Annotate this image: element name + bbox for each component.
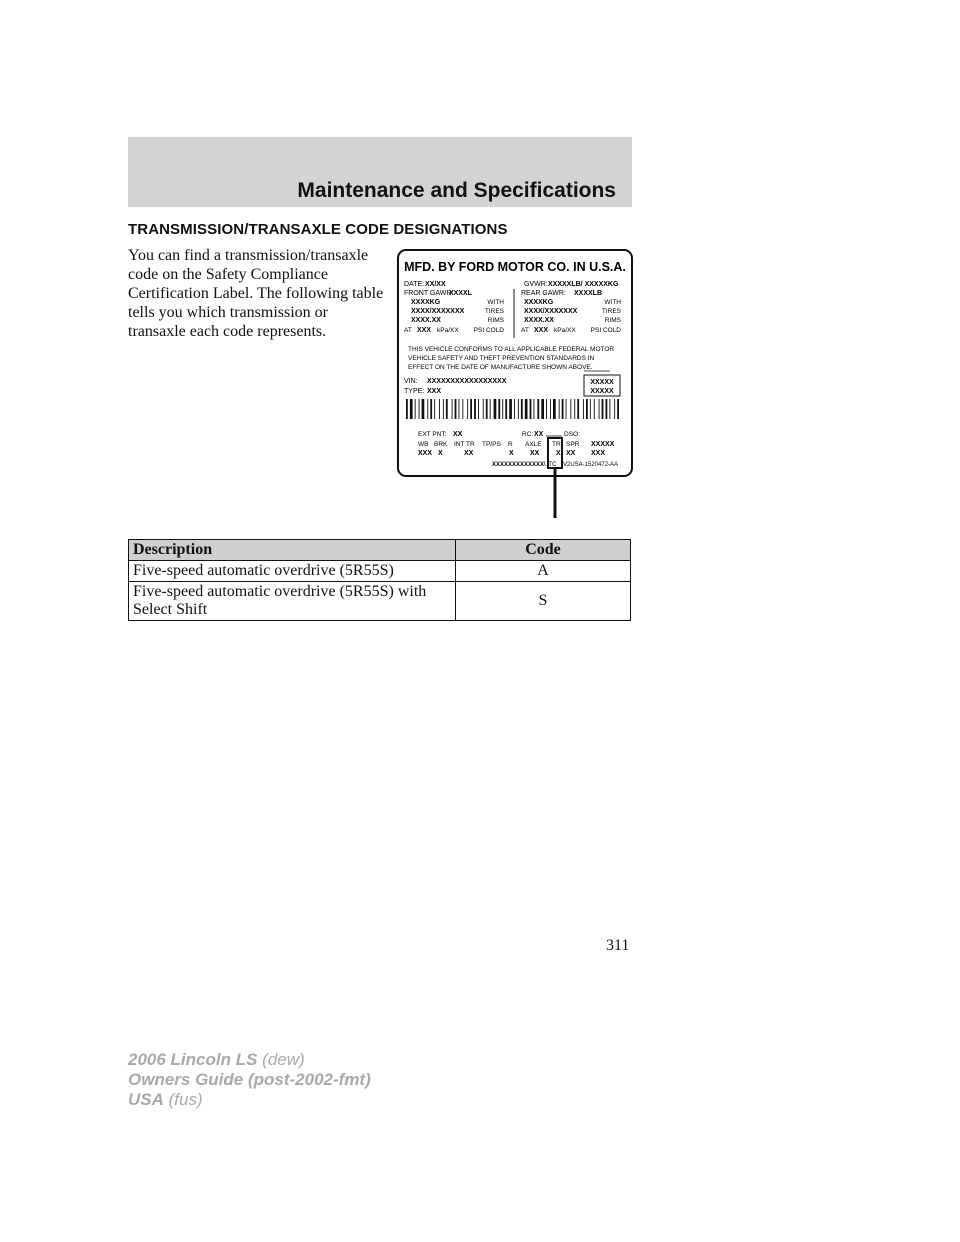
barcode-bar bbox=[483, 399, 484, 419]
barcode-bar bbox=[518, 399, 519, 419]
label-rear-kpa: kPa/XX bbox=[554, 327, 576, 334]
label-part-number: V2USA-1520472-AA bbox=[563, 462, 619, 468]
page-number: 311 bbox=[606, 937, 630, 954]
page-header-title: Maintenance and Specifications bbox=[297, 179, 616, 202]
barcode-bar bbox=[566, 399, 567, 419]
label-rear-psi: PSI COLD bbox=[590, 327, 621, 334]
label-vin-value: XXXXXXXXXXXXXXXXX bbox=[427, 378, 507, 385]
barcode-bar bbox=[498, 399, 500, 419]
label-front-with: WITH bbox=[487, 299, 504, 306]
label-dso-label: DSO: bbox=[564, 431, 580, 438]
label-rear-kg: XXXXKG bbox=[524, 299, 554, 306]
label-code-tp-ps: TP/PS bbox=[482, 441, 501, 448]
label-front-rims: RIMS bbox=[487, 317, 504, 324]
footer-line-3: USA (fus) bbox=[128, 1090, 203, 1109]
label-front-kpa: kPa/XX bbox=[437, 327, 459, 334]
table-cell-description: Five-speed automatic overdrive (5R55S) with Select Shift bbox=[129, 582, 456, 621]
label-value-tr: X bbox=[556, 450, 561, 457]
barcode-bar bbox=[439, 399, 440, 419]
label-type-label: TYPE: bbox=[404, 388, 425, 395]
barcode-bar bbox=[514, 399, 515, 419]
barcode-bar bbox=[570, 399, 571, 419]
barcode-bar bbox=[530, 399, 532, 419]
safety-compliance-label-figure bbox=[396, 248, 636, 528]
label-rear-tire: XXXX/XXXXXXX bbox=[524, 308, 578, 315]
barcode-bar bbox=[577, 399, 579, 419]
table-row bbox=[129, 582, 631, 621]
barcode-bar bbox=[490, 399, 491, 419]
barcode-bar bbox=[422, 399, 425, 419]
footer-line-2: Owners Guide (post-2002-fmt) bbox=[128, 1070, 371, 1089]
label-front-tire: XXXX/XXXXXXX bbox=[411, 308, 465, 315]
table-header-description: Description bbox=[129, 540, 456, 561]
label-ext-pnt-value: XX bbox=[453, 431, 463, 438]
label-bottom-utc: UTC bbox=[544, 462, 557, 468]
barcode-bar bbox=[443, 399, 444, 419]
label-value-spr: XX bbox=[566, 450, 576, 457]
barcode-bar bbox=[452, 399, 453, 419]
label-value-axle: XX bbox=[530, 450, 540, 457]
barcode-bar bbox=[410, 399, 413, 419]
table-cell-code: S bbox=[456, 582, 631, 621]
barcode-bar bbox=[574, 399, 575, 419]
barcode-bar bbox=[541, 399, 544, 419]
barcode-bar bbox=[534, 399, 535, 419]
label-value-r: X bbox=[509, 450, 514, 457]
label-box-value-2: XXXXX bbox=[590, 388, 614, 395]
barcode-bar bbox=[602, 399, 604, 419]
barcode-bar bbox=[546, 399, 547, 419]
label-front-psi: PSI COLD bbox=[473, 327, 504, 334]
barcode-bar bbox=[486, 399, 488, 419]
table-header-code: Code bbox=[456, 540, 631, 561]
barcode-bar bbox=[562, 399, 564, 419]
label-date-label: DATE: bbox=[404, 281, 425, 288]
label-rear-tires: TIRES bbox=[601, 308, 621, 315]
barcode-bar bbox=[521, 399, 523, 419]
label-ext-pnt-label: EXT PNT: bbox=[418, 431, 447, 438]
label-rear-rim: XXXX.XX bbox=[524, 317, 554, 324]
section-heading: TRANSMISSION/TRANSAXLE CODE DESIGNATIONS bbox=[128, 221, 508, 238]
label-rear-gawr-label: REAR GAWR: bbox=[521, 290, 566, 297]
barcode-bar bbox=[609, 399, 610, 419]
barcode-bar bbox=[537, 399, 539, 419]
barcode-bar bbox=[455, 399, 457, 419]
label-value-brk: X bbox=[438, 450, 443, 457]
barcode-bar bbox=[427, 399, 428, 419]
label-conform-line-2: VEHICLE SAFETY AND THEFT PREVENTION STANDARDS IN bbox=[408, 355, 595, 362]
barcode-bar bbox=[525, 399, 528, 419]
barcode-bar bbox=[459, 399, 460, 419]
barcode-bar bbox=[462, 399, 463, 419]
label-code-brk: BRK bbox=[434, 441, 448, 448]
label-value-extra: XXX bbox=[591, 450, 606, 457]
label-rear-gawr-value: XXXXLB bbox=[574, 290, 603, 297]
label-rear-at: AT bbox=[521, 327, 529, 334]
barcode-bar bbox=[617, 399, 619, 419]
label-front-rim: XXXX.XX bbox=[411, 317, 441, 324]
label-value-wb: XXX bbox=[418, 450, 433, 457]
document-footer bbox=[128, 1050, 371, 1110]
label-code-r: R bbox=[508, 441, 513, 448]
label-box-value-1: XXXXX bbox=[590, 379, 614, 386]
barcode-bar bbox=[553, 399, 556, 419]
barcode-bar bbox=[559, 399, 560, 419]
barcode-bar bbox=[614, 399, 615, 419]
label-vin-label: VIN: bbox=[404, 378, 418, 385]
barcode-bar bbox=[583, 399, 584, 419]
barcode-bar bbox=[494, 399, 497, 419]
barcode-bar bbox=[434, 399, 435, 419]
label-illustration bbox=[396, 248, 636, 528]
barcode-bar bbox=[446, 399, 448, 419]
barcode-bar bbox=[415, 399, 416, 419]
label-front-kg: XXXXKG bbox=[411, 299, 441, 306]
label-rear-at-value: XXX bbox=[534, 327, 549, 334]
table-cell-code: A bbox=[456, 561, 631, 582]
label-rc-label: RC: bbox=[522, 431, 534, 438]
barcode-bar bbox=[474, 399, 476, 419]
label-type-value: XXX bbox=[427, 388, 442, 395]
label-front-tires: TIRES bbox=[484, 308, 504, 315]
label-title: MFD. BY FORD MOTOR CO. IN U.S.A. bbox=[404, 260, 626, 274]
label-rc-value: XX bbox=[534, 431, 544, 438]
barcode-bar bbox=[502, 399, 503, 419]
label-code-int-tr: INT TR bbox=[454, 441, 475, 448]
label-date-value: XX/XX bbox=[425, 281, 446, 288]
label-front-at-value: XXX bbox=[417, 327, 432, 334]
table-cell-description: Five-speed automatic overdrive (5R55S) bbox=[129, 561, 456, 582]
table-row bbox=[129, 561, 631, 582]
barcode-bar bbox=[586, 399, 588, 419]
barcode-bar bbox=[430, 399, 432, 419]
barcode-bar bbox=[470, 399, 472, 419]
label-front-gawr-label: FRONT GAWR: bbox=[404, 290, 454, 297]
label-rear-with: WITH bbox=[604, 299, 621, 306]
label-code-axle: AXLE bbox=[525, 441, 542, 448]
label-front-gawr-value: XXXXL bbox=[449, 290, 472, 297]
intro-paragraph: You can find a transmission/transaxle code on the Safety Compliance Certification Label. The following table tells you which transmission or transaxle each code represents. bbox=[128, 247, 384, 340]
label-bottom-code: XXXXXXXXXXXXX bbox=[492, 462, 545, 468]
barcode-bar bbox=[590, 399, 591, 419]
label-code-tr: TR bbox=[552, 441, 561, 448]
barcode-bar bbox=[467, 399, 468, 419]
barcode-bar bbox=[509, 399, 512, 419]
label-value-int-tr: XX bbox=[464, 450, 474, 457]
label-gvwr-value: XXXXXLB/ XXXXXKG bbox=[548, 281, 619, 288]
header-band bbox=[128, 137, 632, 207]
label-gvwr-label: GVWR: bbox=[524, 281, 548, 288]
label-conform-line-3: EFFECT ON THE DATE OF MANUFACTURE SHOWN ABOVE. bbox=[408, 364, 593, 371]
barcode-bar bbox=[606, 399, 608, 419]
label-conform-line-1: THIS VEHICLE CONFORMS TO ALL APPLICABLE FEDERAL MOTOR bbox=[408, 346, 615, 353]
label-code-wb: WB bbox=[418, 441, 429, 448]
label-code-extra: XXXXX bbox=[591, 441, 615, 448]
label-front-at: AT bbox=[404, 327, 412, 334]
barcode-bar bbox=[406, 399, 408, 419]
transmission-code-table bbox=[128, 539, 631, 621]
table-header-row bbox=[129, 540, 631, 561]
label-rear-rims: RIMS bbox=[604, 317, 621, 324]
barcode-bar bbox=[505, 399, 507, 419]
barcode-bar bbox=[550, 399, 551, 419]
label-code-spr: SPR bbox=[566, 441, 580, 448]
barcode-bar bbox=[419, 399, 420, 419]
footer-line-1: 2006 Lincoln LS (dew) bbox=[128, 1050, 305, 1069]
barcode-bar bbox=[478, 399, 479, 419]
barcode-bar bbox=[594, 399, 595, 419]
barcode-bar bbox=[599, 399, 600, 419]
